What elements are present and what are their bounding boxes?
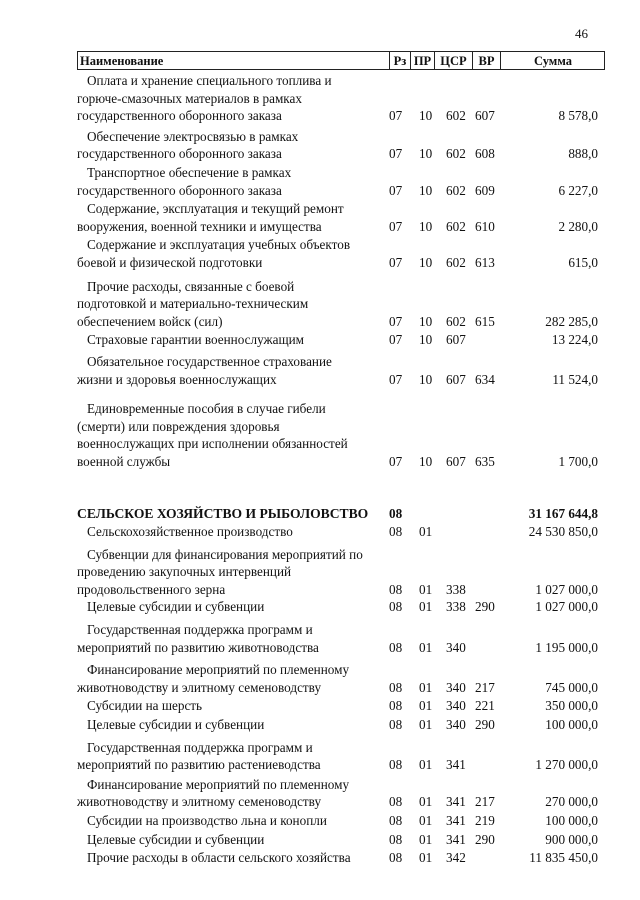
row-name-line: мероприятий по развитию растениеводства (77, 757, 321, 773)
row-name (77, 128, 377, 163)
row-csr: 340 (446, 717, 466, 732)
row-csr: 338 (446, 581, 466, 597)
row-csr: 602 (446, 146, 466, 162)
row-csr: 602 (446, 108, 466, 124)
row-rz: 07 (389, 182, 403, 198)
row-name-line: Целевые субсидии и субвенции (87, 831, 265, 847)
row-name (77, 831, 377, 849)
row-vr: 613 (475, 254, 495, 270)
table-row (77, 278, 603, 331)
row-name (77, 505, 377, 523)
row-sum: 11 835 450,0 (529, 850, 598, 866)
row-name-line: Транспортное обеспечение в рамках (87, 164, 292, 180)
row-name-line: Единовременные пособия в случае гибели (87, 401, 326, 417)
table-row (77, 353, 603, 388)
row-rz: 07 (389, 332, 403, 348)
row-name (77, 278, 377, 331)
row-pr: 01 (419, 639, 433, 655)
row-name-line: (смерти) или повреждения здоровья (77, 418, 280, 434)
page-number: 46 (575, 26, 588, 41)
row-rz: 08 (389, 679, 403, 695)
row-pr: 01 (419, 794, 433, 810)
row-sum: 6 227,0 (558, 182, 598, 198)
row-sum: 350 000,0 (545, 698, 598, 714)
row-csr: 340 (446, 698, 466, 714)
table-row (77, 621, 603, 656)
row-name (77, 200, 377, 235)
row-vr: 221 (475, 698, 495, 714)
row-vr: 608 (475, 146, 495, 162)
row-name-line: Государственная поддержка программ и (87, 739, 313, 755)
row-vr: 217 (475, 679, 495, 695)
row-name-line: Прочие расходы в области сельского хозяйства (87, 850, 351, 866)
row-sum: 1 270 000,0 (535, 757, 598, 773)
row-sum: 745 000,0 (545, 679, 598, 695)
row-vr: 634 (475, 371, 495, 387)
row-rz: 08 (389, 717, 403, 732)
row-csr: 607 (446, 453, 466, 469)
row-rz: 08 (389, 794, 403, 810)
row-pr: 01 (419, 599, 433, 615)
row-vr: 609 (475, 182, 495, 198)
row-name-line: Обеспечение электросвязью в рамках (87, 128, 299, 144)
table-row (77, 739, 603, 774)
row-name (77, 353, 377, 388)
row-name-line: Оплата и хранение специального топлива и (87, 73, 332, 88)
row-name-line: Страховые гарантии военнослужащим (87, 332, 305, 348)
row-rz: 07 (389, 313, 403, 329)
row-name-line: Содержание и эксплуатация учебных объектов (87, 237, 351, 253)
row-sum: 8 578,0 (558, 108, 598, 124)
table-row (77, 128, 603, 163)
row-vr: 635 (475, 453, 495, 469)
row-name-line: военной службы (77, 453, 171, 469)
row-pr: 01 (419, 698, 433, 714)
row-pr: 01 (419, 717, 433, 732)
row-sum: 888,0 (568, 146, 598, 162)
row-name-line: государственного оборонного заказа (77, 108, 282, 124)
table-row (77, 831, 603, 849)
row-name-line: военнослужащих при исполнении обязанностей (77, 436, 348, 452)
row-csr: 340 (446, 639, 466, 655)
table-row (77, 849, 603, 867)
row-name-line: Целевые субсидии и субвенции (87, 717, 265, 732)
row-name-line: государственного оборонного заказа (77, 146, 282, 162)
row-name (77, 661, 377, 696)
row-vr: 607 (475, 108, 495, 124)
header-sum: Сумма (500, 52, 605, 69)
header-name: Наименование (80, 54, 164, 68)
row-name-line: жизни и здоровья военнослужащих (77, 371, 277, 387)
row-sum: 31 167 644,8 (528, 506, 598, 522)
row-vr: 219 (475, 812, 495, 828)
row-name-line: боевой и физической подготовки (77, 254, 263, 270)
row-sum: 2 280,0 (558, 218, 598, 234)
row-sum: 24 530 850,0 (528, 524, 598, 540)
row-sum: 100 000,0 (545, 717, 598, 732)
row-pr: 10 (419, 146, 433, 162)
row-csr: 341 (446, 831, 466, 847)
row-sum: 11 524,0 (552, 371, 598, 387)
row-pr: 10 (419, 313, 433, 329)
row-name-line: Государственная поддержка программ и (87, 622, 313, 638)
row-rz: 08 (389, 524, 403, 540)
row-pr: 01 (419, 679, 433, 695)
row-name (77, 546, 377, 599)
header-vr: ВР (472, 52, 500, 69)
table-row (77, 716, 603, 734)
row-pr: 10 (419, 108, 433, 124)
row-pr: 10 (419, 182, 433, 198)
row-pr: 10 (419, 371, 433, 387)
table-row (77, 812, 603, 830)
row-name-line: Прочие расходы, связанные с боевой (87, 278, 295, 294)
row-name-line: Сельскохозяйственное производство (87, 524, 293, 540)
row-vr: 290 (475, 831, 495, 847)
row-rz: 08 (389, 812, 403, 828)
table-row (77, 331, 603, 349)
row-csr: 340 (446, 679, 466, 695)
row-csr: 341 (446, 794, 466, 810)
row-name-line: проведению закупочных интервенций (77, 564, 292, 580)
row-name-line: животноводству и элитному семеноводству (77, 794, 322, 810)
row-sum: 1 195 000,0 (535, 639, 598, 655)
row-csr: 602 (446, 254, 466, 270)
row-csr: 602 (446, 218, 466, 234)
row-name-line: вооружения, военной техники и имущества (77, 218, 322, 234)
row-sum: 13 224,0 (551, 332, 598, 348)
row-name (77, 697, 377, 715)
row-name (77, 716, 377, 734)
row-name-line: горюче-смазочных материалов в рамках (77, 90, 302, 106)
header-rz: Рз (389, 52, 410, 69)
row-name (77, 523, 377, 541)
row-sum: 100 000,0 (545, 812, 598, 828)
header-csr: ЦСР (434, 52, 472, 69)
row-sum: 615,0 (568, 254, 598, 270)
budget-table-body (77, 72, 603, 867)
row-name-line: обеспечением войск (сил) (77, 313, 223, 329)
header-pr: ПР (410, 52, 434, 69)
row-pr: 10 (419, 332, 433, 348)
table-row (77, 164, 603, 199)
row-name (77, 400, 377, 470)
row-name-line: подготовкой и материально-техническим (77, 296, 309, 312)
row-vr: 615 (475, 313, 495, 329)
row-pr: 01 (419, 812, 433, 828)
table-row (77, 72, 603, 125)
row-name-line: Субсидии на производство льна и конопли (87, 812, 327, 828)
row-csr: 342 (446, 850, 466, 866)
row-name-line: СЕЛЬСКОЕ ХОЗЯЙСТВО И РЫБОЛОВСТВО (77, 506, 369, 522)
row-name (77, 236, 377, 271)
table-row (77, 400, 603, 470)
row-name-line: Целевые субсидии и субвенции (87, 599, 265, 615)
row-rz: 07 (389, 453, 403, 469)
row-pr: 01 (419, 757, 433, 773)
row-name-line: животноводству и элитному семеноводству (77, 679, 322, 695)
row-name-line: Обязательное государственное страхование (87, 353, 332, 369)
row-pr: 10 (419, 218, 433, 234)
row-name-line: Субсидии на шерсть (87, 698, 203, 714)
row-pr: 01 (419, 850, 433, 866)
row-rz: 07 (389, 218, 403, 234)
row-rz: 08 (389, 831, 403, 847)
row-csr: 341 (446, 812, 466, 828)
row-name-line: Финансирование мероприятий по племенному (87, 776, 350, 792)
row-csr: 607 (446, 332, 466, 348)
table-header (77, 51, 605, 70)
row-name-line: продовольственного зерна (77, 581, 226, 597)
row-name-line: Финансирование мероприятий по племенному (87, 662, 350, 678)
row-name (77, 164, 377, 199)
row-sum: 1 027 000,0 (535, 599, 598, 615)
row-name (77, 331, 377, 349)
row-sum: 900 000,0 (545, 831, 598, 847)
row-rz: 07 (389, 371, 403, 387)
row-rz: 08 (389, 506, 403, 522)
row-vr: 610 (475, 218, 495, 234)
row-name-line: Субвенции для финансирования мероприятий по (87, 546, 363, 562)
table-row (77, 523, 603, 541)
row-rz: 08 (389, 850, 403, 866)
row-rz: 08 (389, 581, 403, 597)
row-name (77, 776, 377, 811)
row-csr: 338 (446, 599, 466, 615)
row-name (77, 812, 377, 830)
row-rz: 07 (389, 254, 403, 270)
row-vr: 290 (475, 599, 495, 615)
table-row (77, 697, 603, 715)
row-csr: 607 (446, 371, 466, 387)
row-pr: 01 (419, 581, 433, 597)
row-sum: 1 027 000,0 (535, 581, 598, 597)
row-pr: 10 (419, 254, 433, 270)
row-sum: 270 000,0 (545, 794, 598, 810)
row-name-line: мероприятий по развитию животноводства (77, 639, 319, 655)
row-sum: 1 700,0 (558, 453, 598, 469)
row-name (77, 72, 377, 125)
row-rz: 08 (389, 599, 403, 615)
table-row (77, 236, 603, 271)
row-csr: 602 (446, 313, 466, 329)
row-csr: 602 (446, 182, 466, 198)
table-row (77, 776, 603, 811)
row-rz: 08 (389, 639, 403, 655)
row-rz: 07 (389, 108, 403, 124)
row-pr: 01 (419, 524, 433, 540)
table-row (77, 546, 603, 599)
row-name (77, 739, 377, 774)
row-name (77, 849, 377, 867)
table-row (77, 200, 603, 235)
row-pr: 10 (419, 453, 433, 469)
row-pr: 01 (419, 831, 433, 847)
row-name-line: государственного оборонного заказа (77, 182, 282, 198)
row-rz: 07 (389, 146, 403, 162)
table-row (77, 598, 603, 616)
row-sum: 282 285,0 (545, 313, 598, 329)
row-vr: 290 (475, 717, 495, 732)
table-row-section (77, 505, 603, 523)
table-row (77, 661, 603, 696)
row-name (77, 598, 377, 616)
row-csr: 341 (446, 757, 466, 773)
row-rz: 08 (389, 698, 403, 714)
row-name (77, 621, 377, 656)
row-name-line: Содержание, эксплуатация и текущий ремонт (87, 201, 344, 217)
row-vr: 217 (475, 794, 495, 810)
row-rz: 08 (389, 757, 403, 773)
